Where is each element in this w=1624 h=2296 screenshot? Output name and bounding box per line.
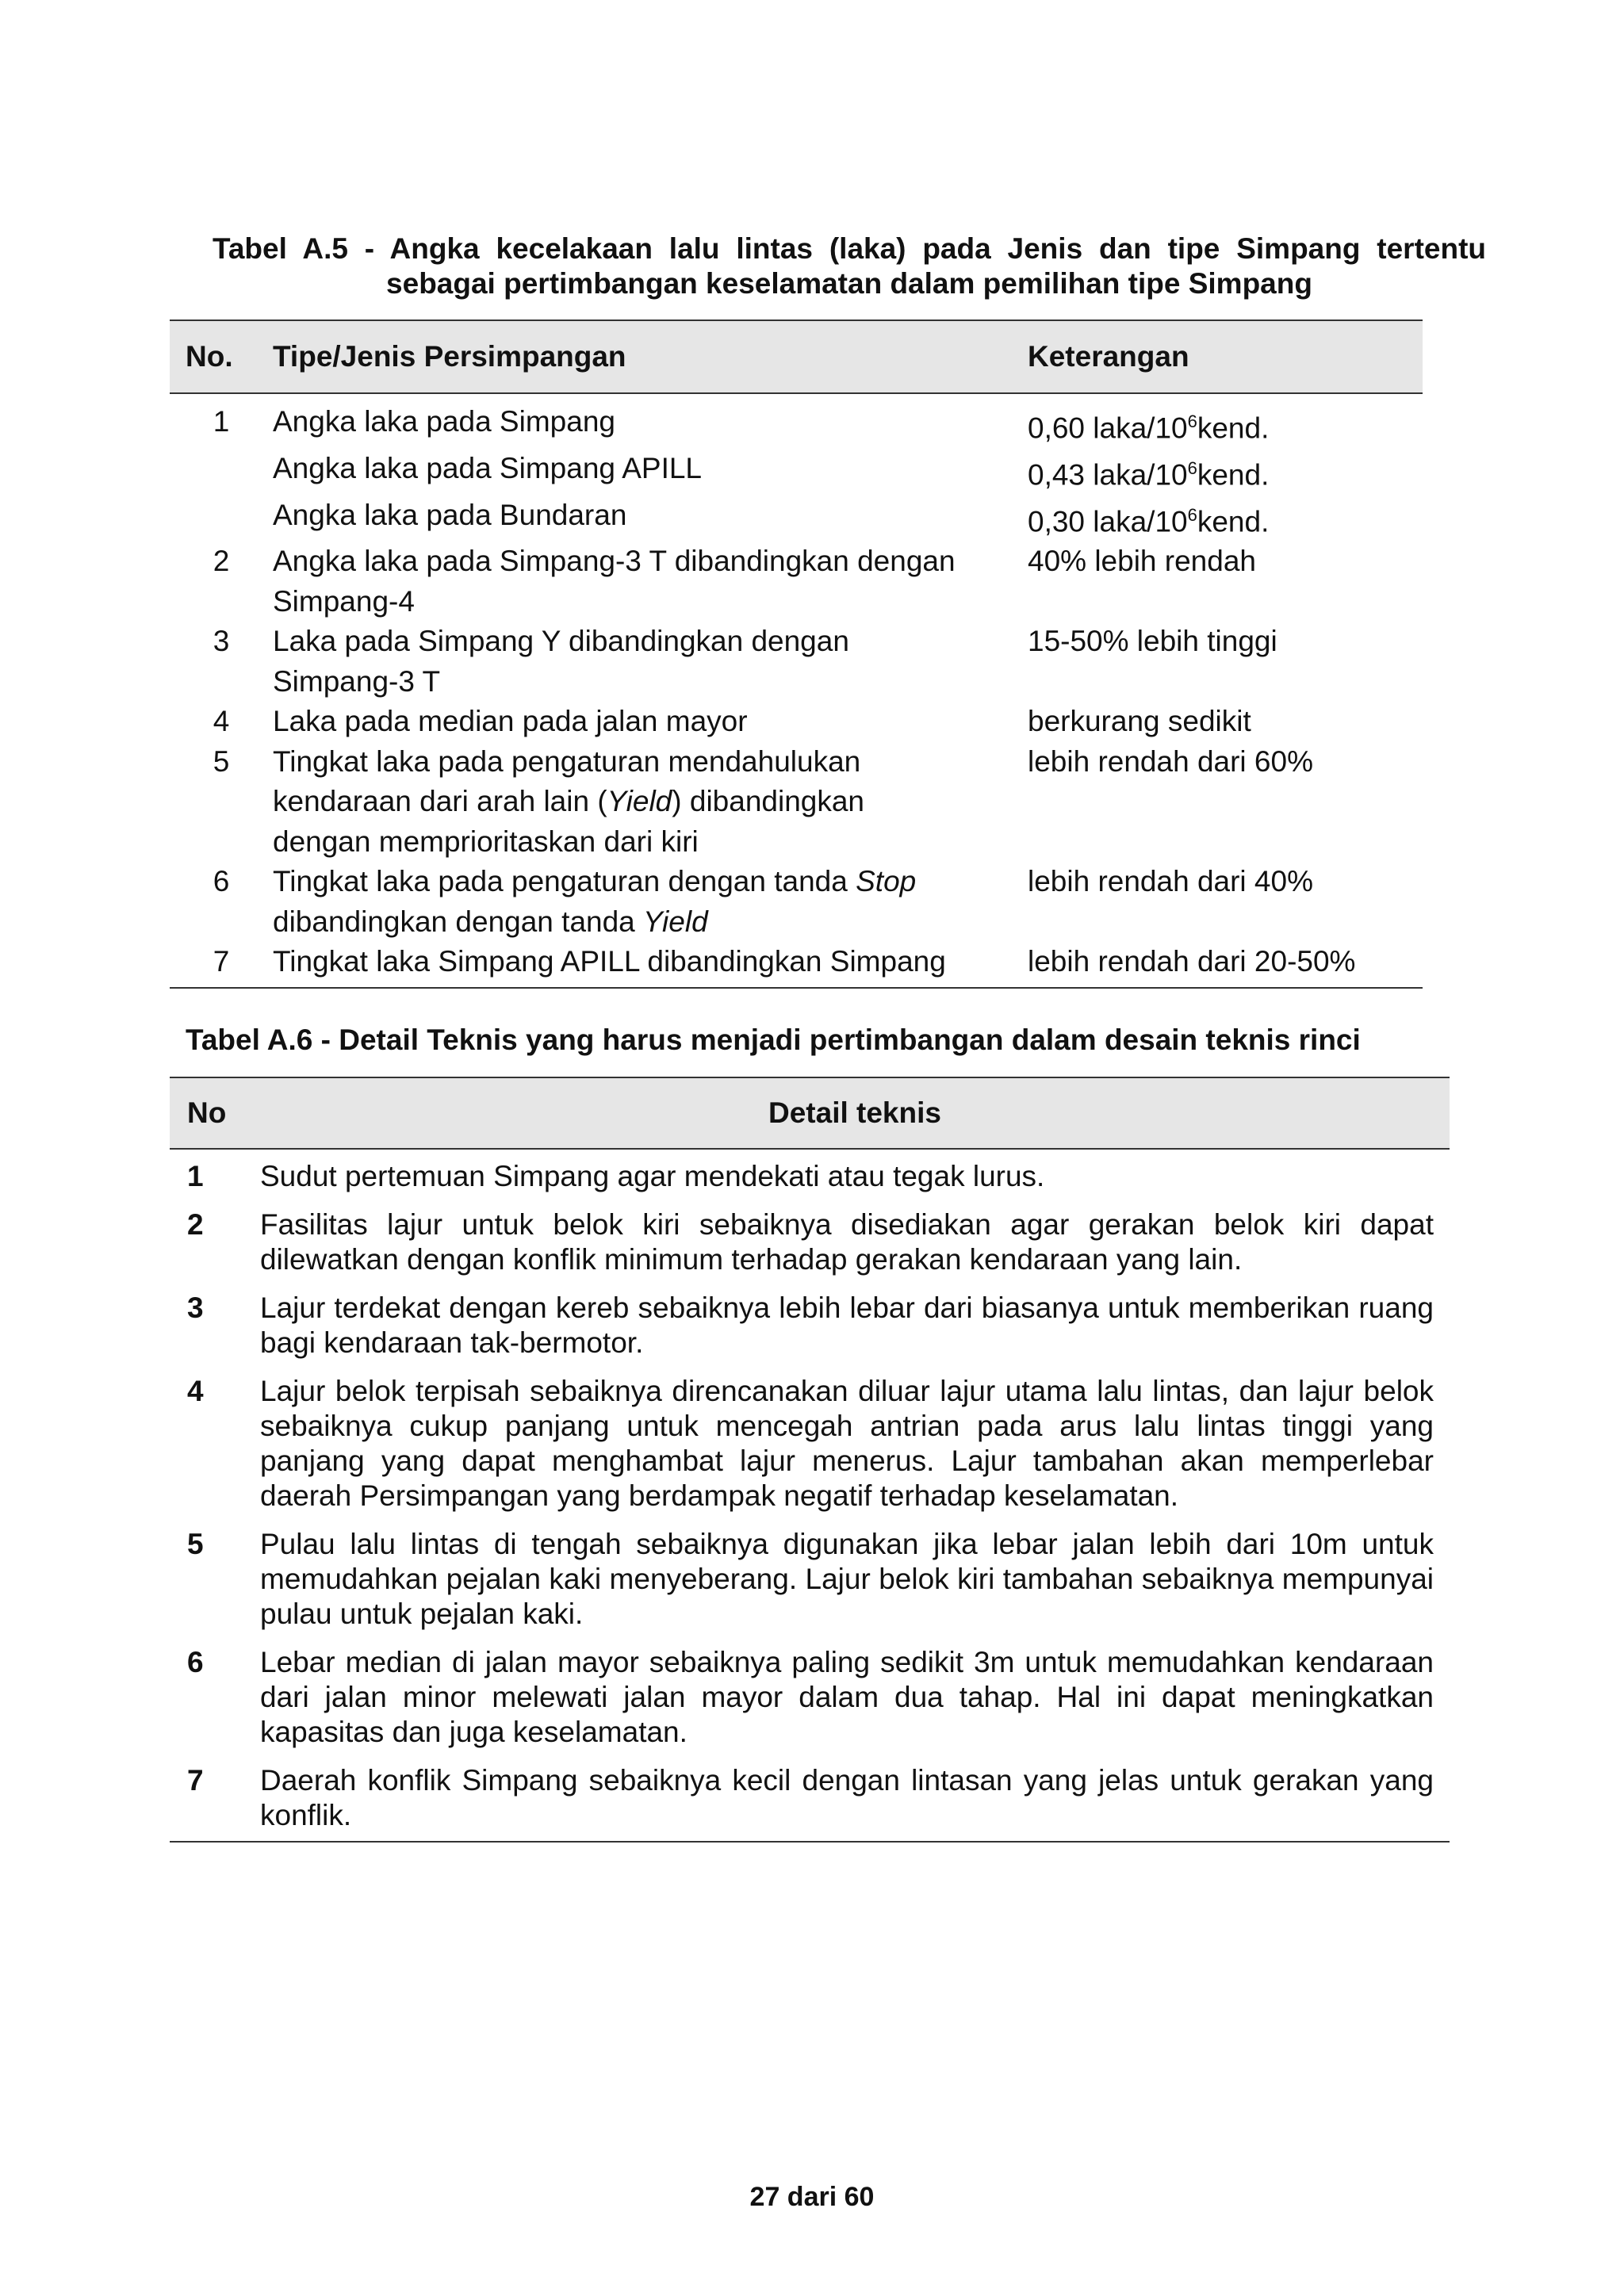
table-a5-caption bbox=[213, 232, 1486, 301]
row-keterangan: lebih rendah dari 20-50% bbox=[1028, 942, 1423, 988]
header-keterangan: Keterangan bbox=[1028, 320, 1423, 393]
row-keterangan: 0,30 laka/$10^6kend$. bbox=[1028, 504, 1270, 538]
table-row bbox=[170, 1149, 1450, 1198]
table-row bbox=[170, 1517, 1450, 1636]
row-no: 1 bbox=[213, 405, 230, 438]
row-detail: Daerah konflik Simpang sebaiknya kecil dengan lintasan yang jelas untuk gerakan yang konflik. bbox=[260, 1754, 1450, 1842]
row-detail: Sudut pertemuan Simpang agar mendekati atau tegak lurus. bbox=[260, 1160, 1045, 1192]
row-type: Angka laka pada Bundaran bbox=[273, 498, 627, 531]
table-header-row bbox=[170, 320, 1423, 393]
row-detail: Pulau lalu lintas di tengah sebaiknya digunakan jika lebar jalan lebih dari 10m untuk memudahkan pejalan kaki menyeberang. Lajur belok kiri tambahan sebaiknya mempunyai pulau untuk pejalan kaki. bbox=[260, 1528, 1434, 1630]
row-keterangan: lebih rendah dari 60% bbox=[1028, 744, 1313, 778]
table-a5-caption-line2: sebagai pertimbangan keselamatan dalam pemilihan tipe Simpang bbox=[386, 267, 1312, 300]
table-row bbox=[170, 942, 1423, 988]
table-row bbox=[170, 1281, 1450, 1364]
row-type: Tingkat laka Simpang APILL dibandingkan Simpang bbox=[273, 942, 1028, 988]
row-keterangan: 40% lebih rendah bbox=[1028, 545, 1256, 578]
table-a6-caption: Tabel A.6 - Detail Teknis yang harus menjadi pertimbangan dalam desain teknis rinci bbox=[186, 1024, 1361, 1056]
header-no: No bbox=[170, 1077, 260, 1149]
row-no: 2 bbox=[213, 545, 230, 578]
row-type: Angka laka pada Simpang APILL bbox=[273, 451, 702, 484]
row-keterangan: 15-50% lebih tinggi bbox=[1028, 625, 1277, 658]
row-keterangan: lebih rendah dari 40% bbox=[1028, 865, 1313, 898]
table-row bbox=[170, 449, 1423, 496]
table-row bbox=[170, 1198, 1450, 1281]
table-row bbox=[170, 1364, 1450, 1517]
row-detail: Lajur terdekat dengan kereb sebaiknya lebih lebar dari biasanya untuk memberikan ruang bagi kendaraan tak-bermotor. bbox=[260, 1292, 1434, 1359]
row-no: 1 bbox=[187, 1160, 204, 1192]
header-no: No. bbox=[170, 320, 273, 393]
page-number: 27 dari 60 bbox=[749, 2182, 875, 2212]
row-keterangan: berkurang sedikit bbox=[1028, 705, 1251, 738]
table-row bbox=[170, 1636, 1450, 1754]
row-type: Tingkat laka pada pengaturan mendahulukan kendaraan dari arah lain (Yield) dibandingkan dengan memprioritaskan dari kiri bbox=[273, 744, 865, 858]
row-no: 7 bbox=[170, 1754, 260, 1842]
row-no: 3 bbox=[187, 1292, 204, 1324]
header-type: Tipe/Jenis Persimpangan bbox=[273, 320, 1028, 393]
row-keterangan: 0,60 laka/$10^6kend$. bbox=[1028, 411, 1270, 445]
row-no: 2 bbox=[187, 1208, 204, 1241]
row-no: 7 bbox=[170, 942, 273, 988]
row-no: 6 bbox=[213, 865, 230, 898]
row-no: 6 bbox=[187, 1646, 204, 1678]
table-a6 bbox=[170, 1077, 1450, 1843]
row-no: 5 bbox=[187, 1528, 204, 1560]
table-header-row bbox=[170, 1077, 1450, 1149]
row-no: 3 bbox=[213, 625, 230, 658]
row-keterangan: 0,43 laka/$10^6kend$. bbox=[1028, 457, 1270, 492]
row-no bbox=[170, 449, 273, 496]
table-a5-caption-line1: Tabel A.5 - Angka kecelakaan lalu lintas (laka) pada Jenis dan tipe Simpang tertentu bbox=[213, 232, 1486, 265]
row-no bbox=[170, 496, 273, 542]
table-row bbox=[170, 393, 1423, 449]
row-detail: Lebar median di jalan mayor sebaiknya paling sedikit 3m untuk memudahkan kendaraan dari jalan minor melewati jalan mayor dalam dua tahap. Hal ini dapat meningkatkan kapasitas dan juga keselamatan. bbox=[260, 1646, 1434, 1748]
table-row bbox=[170, 541, 1423, 622]
row-detail: Fasilitas lajur untuk belok kiri sebaiknya disediakan agar gerakan belok kiri dapat dilewatkan dengan konflik minimum terhadap gerakan kendaraan yang lain. bbox=[260, 1208, 1434, 1276]
row-type: Angka laka pada Simpang bbox=[273, 405, 615, 438]
row-detail: Lajur belok terpisah sebaiknya direncanakan diluar lajur utama lalu lintas, dan lajur belok sebaiknya cukup panjang untuk mencegah antrian pada arus lalu lintas tinggi yang panjang yang dapat menghambat lajur menerus. Lajur tambahan akan memperlebar daerah Persimpangan yang berdampak negatif terhadap keselamatan. bbox=[260, 1375, 1434, 1512]
row-no: 5 bbox=[213, 744, 230, 778]
table-a5 bbox=[170, 320, 1423, 989]
row-type: Laka pada Simpang Y dibandingkan dengan Simpang-3 T bbox=[273, 625, 849, 698]
row-no: 4 bbox=[187, 1375, 204, 1407]
row-type: Angka laka pada Simpang-3 T dibandingkan dengan Simpang-4 bbox=[273, 545, 956, 618]
table-row bbox=[170, 1754, 1450, 1842]
row-no: 4 bbox=[213, 705, 230, 738]
table-row bbox=[170, 702, 1423, 742]
row-type: Laka pada median pada jalan mayor bbox=[273, 705, 748, 738]
table-row bbox=[170, 862, 1423, 942]
table-row bbox=[170, 496, 1423, 542]
header-detail: Detail teknis bbox=[260, 1077, 1450, 1149]
table-row bbox=[170, 742, 1423, 863]
table-row bbox=[170, 622, 1423, 702]
row-type: Tingkat laka pada pengaturan dengan tanda Stop dibandingkan dengan tanda Yield bbox=[273, 865, 917, 938]
